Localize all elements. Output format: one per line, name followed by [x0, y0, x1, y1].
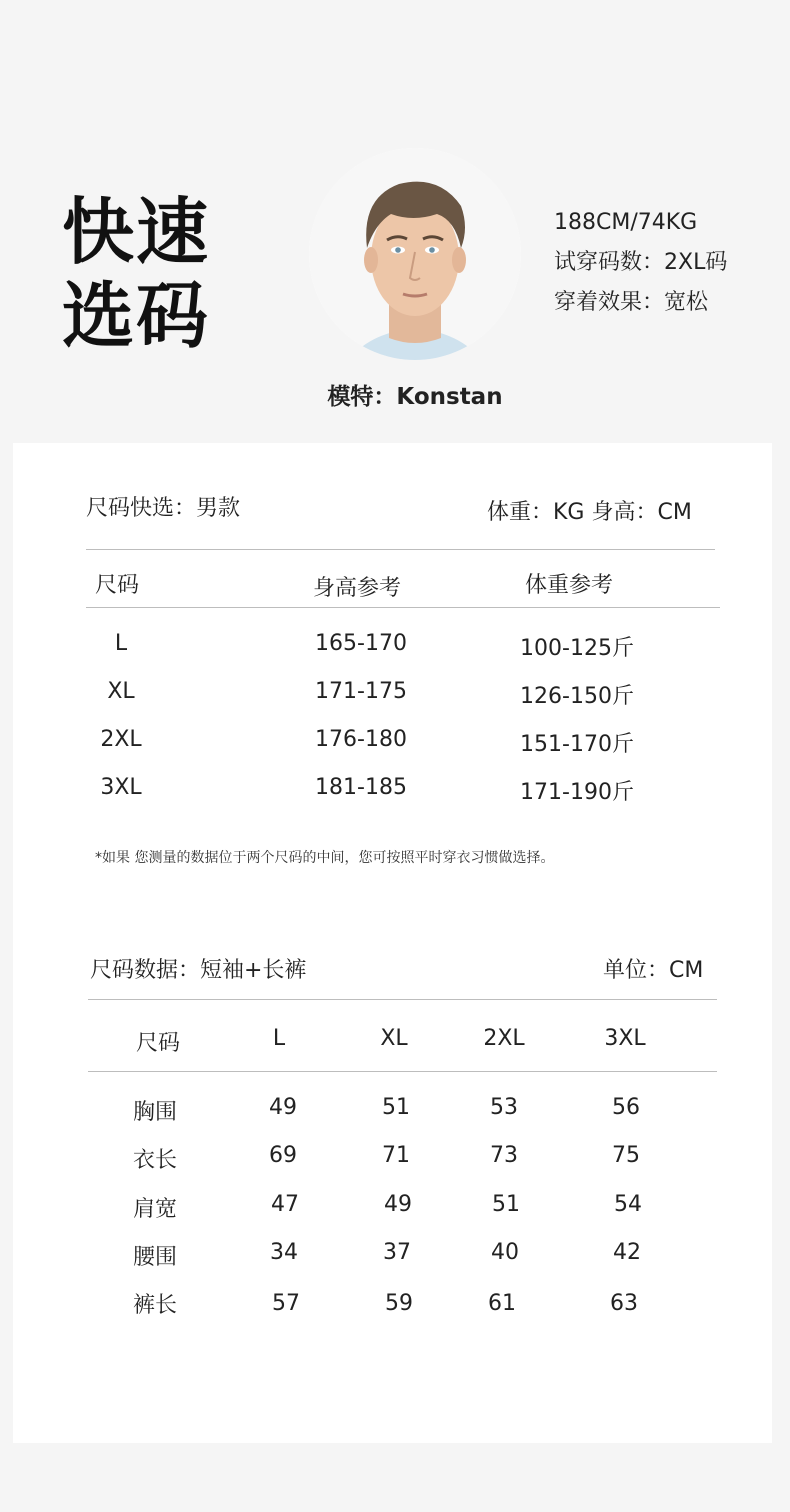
- table-cell: 2XL: [100, 727, 142, 752]
- table-cell: 53: [490, 1095, 518, 1120]
- table-cell: 51: [382, 1095, 410, 1120]
- table-cell: XL: [107, 679, 135, 704]
- table-cell: 34: [270, 1240, 298, 1265]
- table-cell: L: [114, 631, 128, 656]
- column-header: 2XL: [483, 1026, 525, 1051]
- table-cell: 171-175: [315, 679, 407, 704]
- table-cell: 176-180: [315, 727, 407, 752]
- table-cell: 59: [385, 1291, 413, 1316]
- title-line-2: 选码: [62, 274, 211, 358]
- column-header: 身高参考: [312, 576, 402, 601]
- divider: [88, 999, 717, 1000]
- table-cell: 165-170: [315, 631, 407, 656]
- model-fit: 穿着效果：宽松: [554, 290, 709, 315]
- model-photo: [309, 148, 521, 360]
- column-header: XL: [380, 1026, 408, 1051]
- table-cell: 49: [269, 1095, 297, 1120]
- table-cell: 171-190斤: [520, 780, 634, 805]
- table-cell: 腰围: [132, 1245, 178, 1270]
- table-cell: 40: [491, 1240, 519, 1265]
- table-cell: 42: [613, 1240, 641, 1265]
- divider: [88, 1071, 717, 1072]
- quick-select-units: 体重：KG 身高：CM: [487, 500, 692, 525]
- model-name: 模特：Konstan: [327, 384, 503, 410]
- table-cell: 56: [612, 1095, 640, 1120]
- table-cell: 69: [269, 1143, 297, 1168]
- table-cell: 57: [272, 1291, 300, 1316]
- model-try-size: 试穿码数：2XL码: [554, 250, 728, 275]
- table-cell: 63: [610, 1291, 638, 1316]
- table-cell: 裤长: [132, 1293, 178, 1318]
- model-stats: 188CM/74KG: [554, 210, 698, 235]
- divider: [86, 549, 715, 550]
- table-cell: 衣长: [132, 1148, 178, 1173]
- table-cell: 51: [492, 1192, 520, 1217]
- quick-select-heading: 尺码快选：男款: [86, 496, 241, 521]
- table-cell: 37: [383, 1240, 411, 1265]
- table-cell: 54: [614, 1192, 642, 1217]
- table-cell: 151-170斤: [520, 732, 634, 757]
- title-line-1: 快速: [62, 190, 211, 274]
- column-header: L: [272, 1026, 286, 1051]
- table-cell: 47: [271, 1192, 299, 1217]
- column-header: 体重参考: [524, 573, 614, 598]
- table-cell: 49: [384, 1192, 412, 1217]
- size-data-heading: 尺码数据：短袖+长裤: [90, 958, 307, 983]
- table-cell: 肩宽: [132, 1197, 178, 1222]
- size-card: [13, 443, 772, 1443]
- table-cell: 181-185: [315, 775, 407, 800]
- table-cell: 61: [488, 1291, 516, 1316]
- model-info: [554, 203, 727, 323]
- size-note: *如果 您测量的数据位于两个尺码的中间，您可按照平时穿衣习惯做选择。: [95, 850, 555, 866]
- column-header: 尺码: [135, 1031, 181, 1056]
- divider: [86, 607, 720, 608]
- table-cell: 75: [612, 1143, 640, 1168]
- column-header: 尺码: [94, 573, 140, 598]
- page-title: [62, 190, 210, 358]
- table-cell: 3XL: [100, 775, 142, 800]
- size-data-units: 单位：CM: [603, 958, 704, 983]
- column-header: 3XL: [604, 1026, 646, 1051]
- table-cell: 126-150斤: [520, 684, 634, 709]
- table-cell: 71: [382, 1143, 410, 1168]
- table-cell: 胸围: [132, 1100, 178, 1125]
- table-cell: 73: [490, 1143, 518, 1168]
- table-cell: 100-125斤: [520, 636, 634, 661]
